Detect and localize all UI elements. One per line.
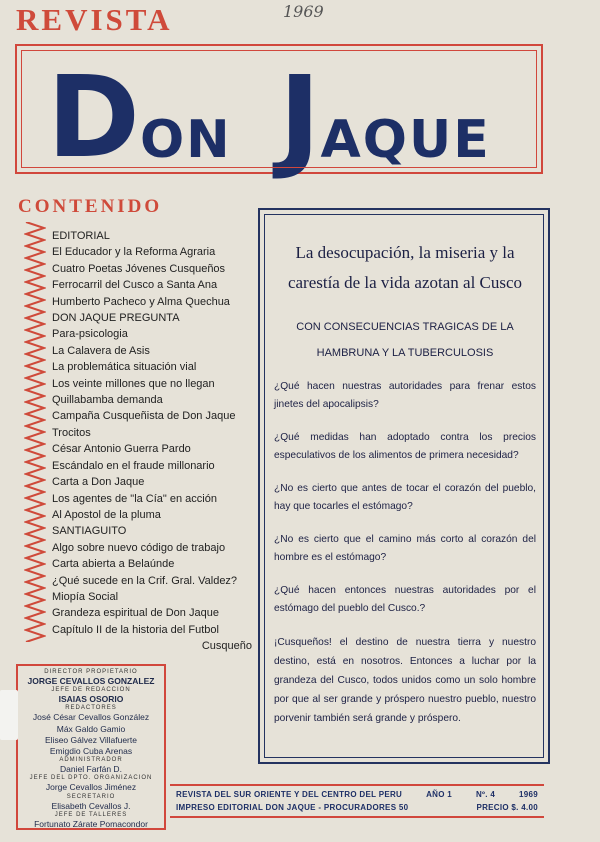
staff-name: Daniel Farfán D. [60,764,122,775]
footer-date: 1969 [519,790,538,799]
staff-role: JEFE DEL DPTO. ORGANIZACION [29,775,153,782]
toc-item: ¿Qué sucede en la Crif. Gral. Valdez? [52,574,238,587]
staff-name: José César Cevallos González [32,712,150,723]
toc-item: SANTIAGUITO [52,525,127,538]
staff-box [16,664,166,830]
masthead [15,44,543,183]
feature-headline: La desocupación, la miseria y la carestía de la vida azotan al Cusco [287,243,523,292]
masthead-title [47,53,491,183]
contents-heading: CONTENIDO [18,196,163,217]
feature-question: ¿Qué hacen nuestras autoridades para frenar estos jinetes del apocalipsis? [274,381,536,410]
toc-item: Campaña Cusqueñista de Don Jaque [52,410,236,423]
toc-item: Escándalo en el fraude millonario [52,459,215,472]
footer-price: PRECIO $. 4.00 [476,803,538,812]
toc-item: Cusqueño [201,640,252,653]
toc-item: Carta a Don Jaque [52,476,145,489]
toc-item: Humberto Pacheco y Alma Quechua [52,295,230,308]
title-rest-on: ON [139,110,232,170]
title-initial-j: J [278,53,321,183]
staff-name: JORGE CEVALLOS GONZALEZ [27,676,155,686]
staff-role: JEFE DE TALLERES [54,811,128,818]
toc-item: Para-psicologia [52,328,128,341]
feature-subhead: CON CONSECUENCIAS TRAGICAS DE LA HAMBRUNA Y LA TUBERCULOSIS [296,321,514,359]
staff-name: Emigdio Cuba Arenas [49,746,133,757]
toc-item: EDITORIAL [52,230,110,242]
staff-role: ADMINISTRADOR [59,757,123,764]
toc-item: Los veinte millones que no llegan [52,377,215,390]
feature-box [258,208,550,764]
staff-name: Eliseo Gálvez Villafuerte [45,734,137,745]
staff-role: REDACTORES [65,705,117,712]
toc-item: El Educador y la Reforma Agraria [52,246,216,259]
toc-item: Algo sobre nuevo código de trabajo [52,541,226,554]
toc-item: Los agentes de "la Cía" en acción [52,492,217,505]
toc-item: Carta abierta a Belaúnde [52,558,175,571]
footer-bar [170,784,544,818]
toc-item: DON JAQUE PREGUNTA [52,312,180,325]
toc-item: César Antonio Guerra Pardo [52,443,191,456]
feature-question: ¿No es cierto que el camino más corto al corazón del hombre es el estómago? [274,534,536,563]
footer-publication: REVISTA DEL SUR ORIENTE Y DEL CENTRO DEL PERU [176,790,403,799]
title-rest-aque: AQUE [320,110,491,170]
handwritten-year: 1969 [283,2,324,21]
toc-item: Trocitos [52,426,91,439]
toc-item: Quillabamba demanda [52,394,163,407]
contents-list [52,228,252,655]
staff-name: Jorge Cevallos Jiménez [45,782,137,793]
toc-item: Miopía Social [52,590,119,603]
staff-role: SECRETARIO [66,793,116,800]
staff-role: DIRECTOR PROPIETARIO [44,669,138,675]
toc-item: Grandeza espiritual de Don Jaque [52,607,219,620]
toc-item: Ferrocarril del Cusco a Santa Ana [52,279,218,292]
staff-name: Fortunato Zárate Pomacondor [34,818,148,829]
toc-item: Capítulo II de la historia del Futbol [52,623,219,636]
toc-item: La Calavera de Asis [52,344,150,357]
staff-name: Elisabeth Cevallos J. [51,800,131,811]
magazine-label: REVISTA [16,2,173,37]
toc-item: La problemática situación vial [52,361,197,374]
staff-name: ISAIAS OSORIO [58,694,124,705]
footer-printer: IMPRESO EDITORIAL DON JAQUE - PROCURADORES 50 [176,803,409,812]
staff-name: Máx Galdo Gamio [56,723,126,734]
feature-question: ¿Qué medidas han adoptado contra los precios especulativos de los alimentos de primera necesidad? [274,432,536,461]
feature-closing: ¡Cusqueños! el destino de nuestra tierra y nuestro destino, está en nosotros. Entonces a luchar por la grandeza del Cusco, todos unidos como un solo hombre por que al ser grande y próspero nuestro pueblo, nuestro porvenir también será grande y próspero. [274,637,536,724]
feature-question: ¿No es cierto que antes de tocar el corazón del pueblo, hay que tocarles el estómago? [274,483,536,512]
zigzag-ornament [24,222,46,642]
feature-question: ¿Qué hacen entonces nuestras autoridades por el estómago del pueblo del Cusco.? [274,585,536,614]
toc-item: Al Apostol de la pluma [52,508,161,521]
footer-year-label: AÑO 1 [426,790,453,799]
library-sticker [0,690,18,740]
staff-role: JEFE DE REDACCION [51,687,131,694]
toc-item: Cuatro Poetas Jóvenes Cusqueños [52,262,226,275]
title-initial-d: D [47,53,140,183]
footer-number: Nº. 4 [475,790,496,799]
